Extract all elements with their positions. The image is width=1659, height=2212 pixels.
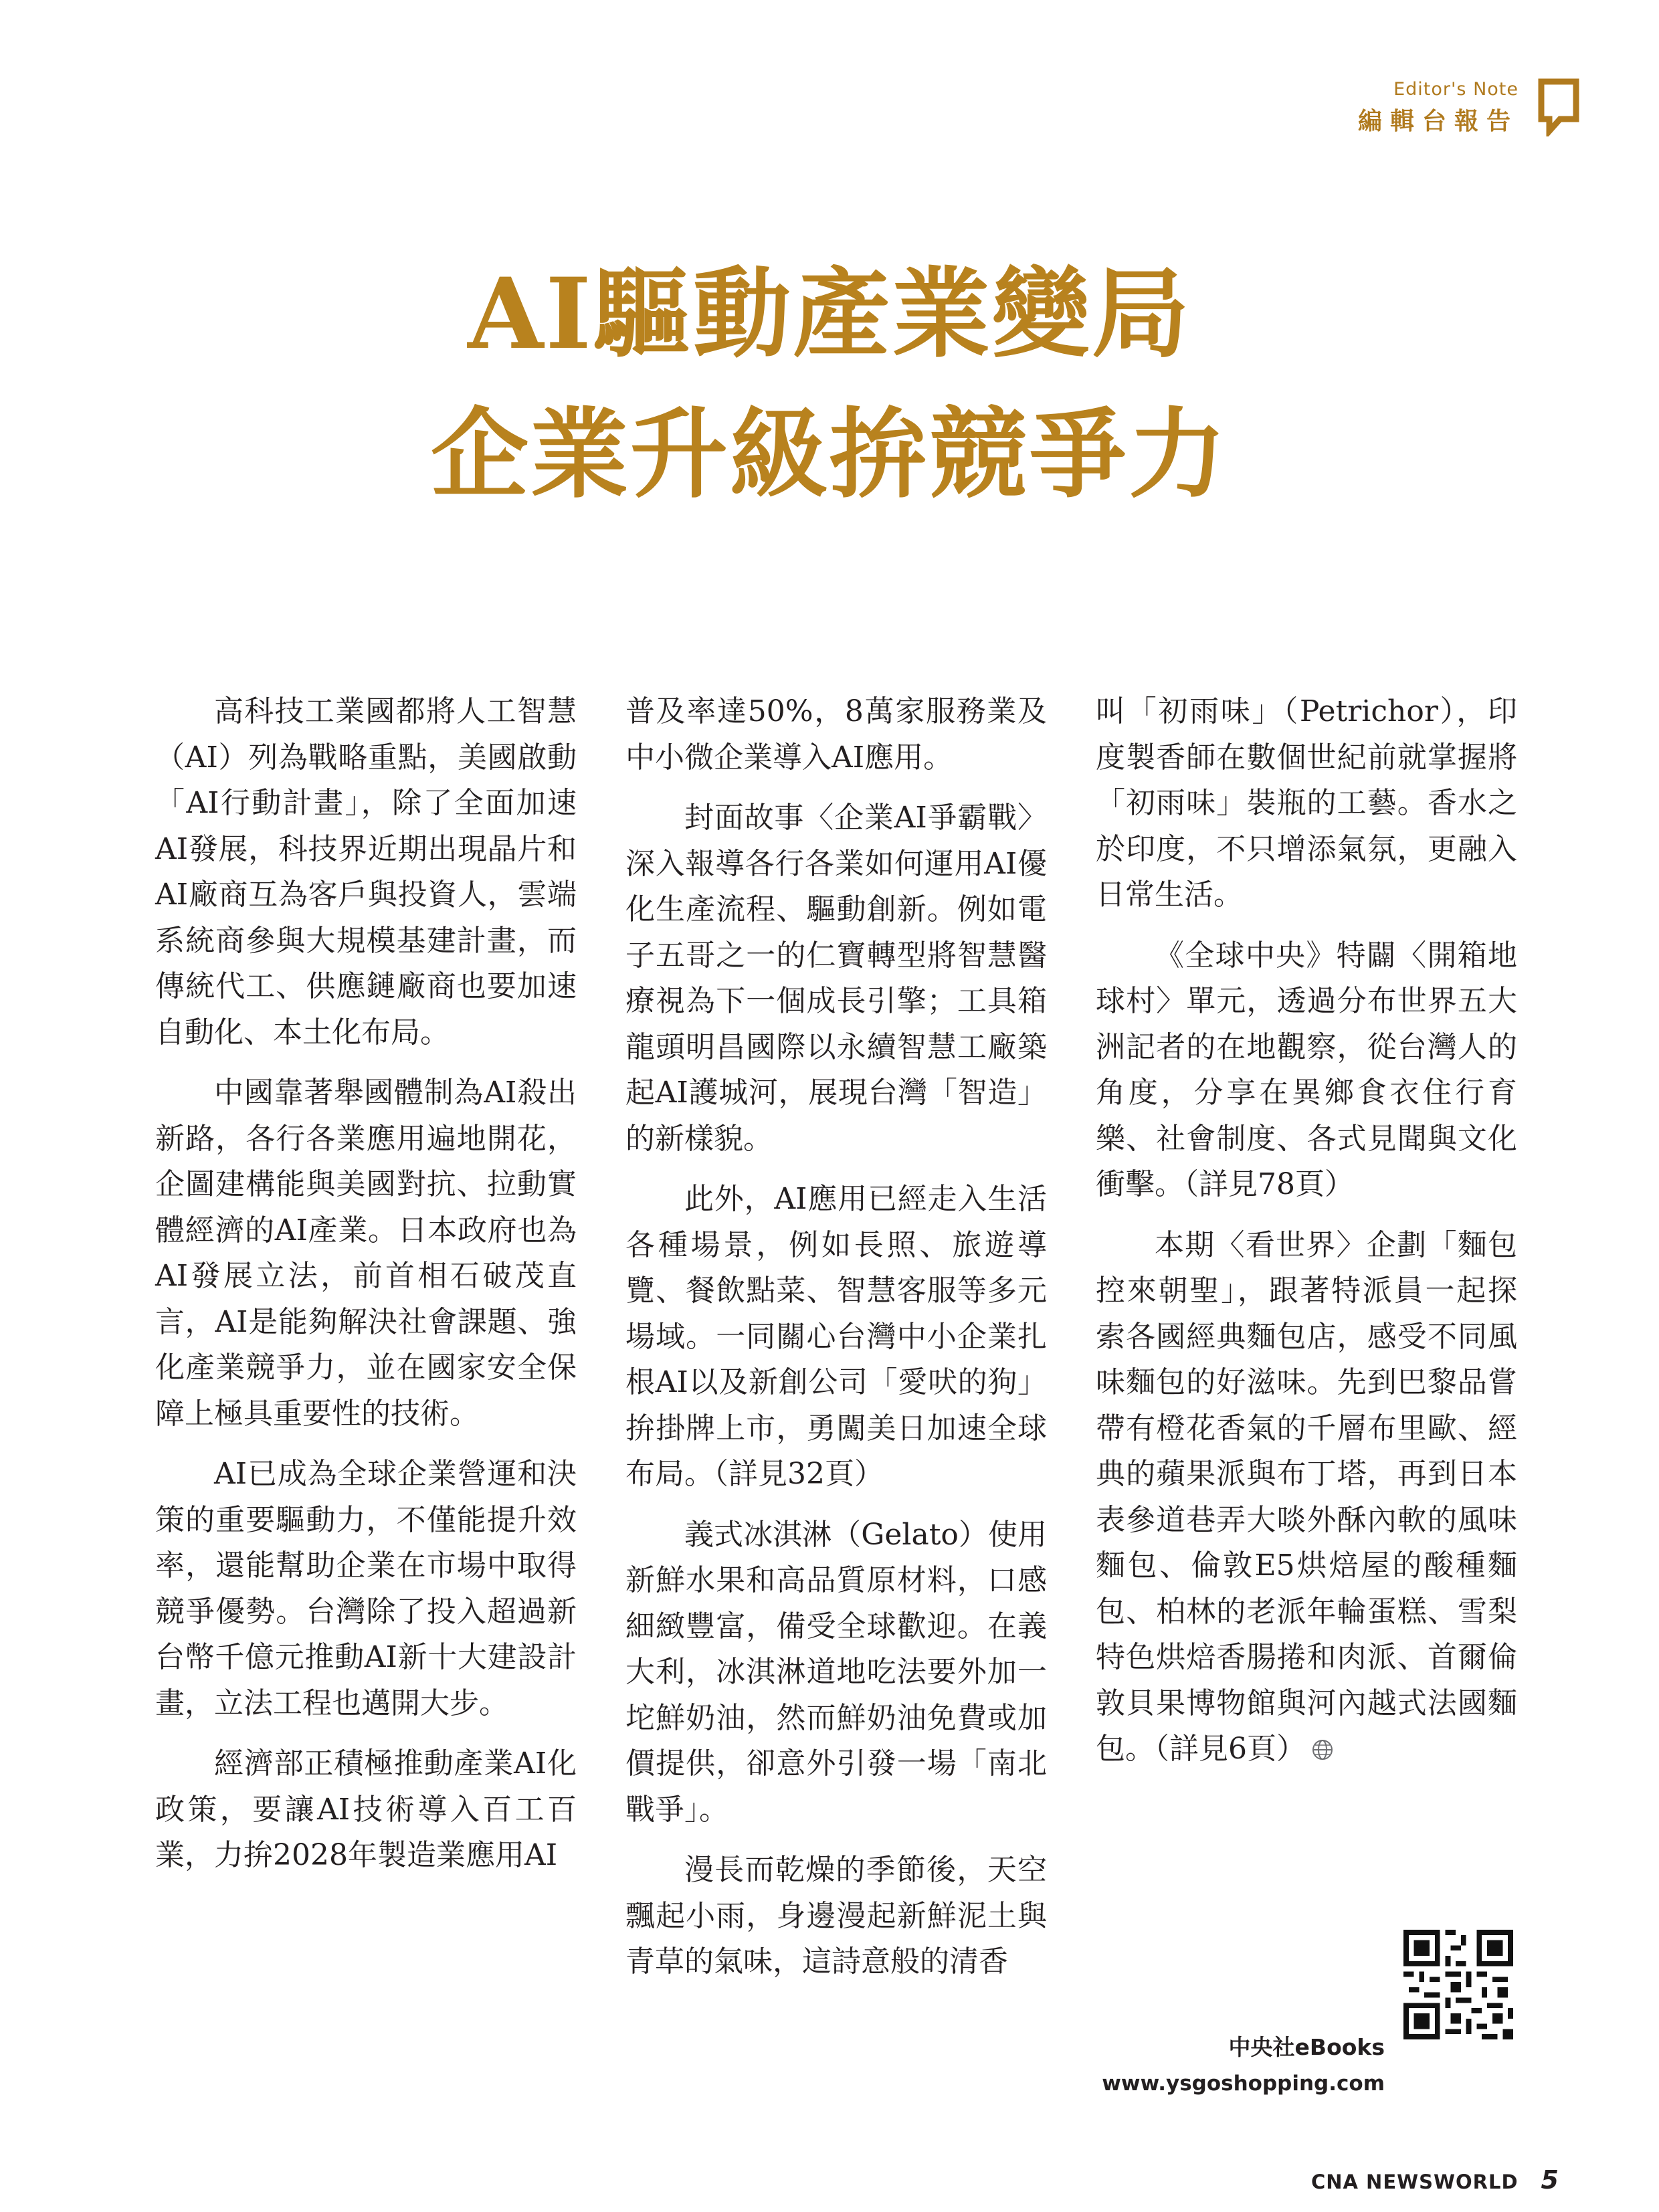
paragraph: 漫長而乾燥的季節後，天空飄起小雨，身邊漫起新鮮泥土與青草的氣味，這詩意般的清香	[625, 1853, 1047, 1979]
paragraph: 普及率達50%，8萬家服務業及中小微企業導入AI應用。	[625, 694, 1047, 775]
qr-code-icon[interactable]	[1403, 1930, 1513, 2039]
paragraph: 中國靠著舉國體制為AI殺出新路，各行各業應用遍地開花，企圖建構能與美國對抗、拉動實體經濟的AI產業。日本政府也為AI發展立法，前首相石破茂直言，AI是能夠解決社會課題、強化產業競爭力，並在國家安全保障上極具重要性的技術。	[155, 1076, 577, 1431]
text-column-3	[1096, 689, 1517, 1787]
promo-url[interactable]: www.ysgoshopping.com	[1102, 2072, 1385, 2096]
page-number: 5	[1541, 2165, 1559, 2195]
paragraph: 《全球中央》特闢〈開箱地球村〉單元，透過分布世界五大洲記者的在地觀察，從台灣人的角度，分享在異鄉食衣住行育樂、社會制度、各式見聞與文化衝擊。（詳見78頁）	[1096, 938, 1517, 1201]
paragraph: 叫「初雨味」（Petrichor），印度製香師在數個世紀前就掌握將「初雨味」裝瓶的工藝。香水之於印度，不只增添氣氛，更融入日常生活。	[1096, 694, 1517, 912]
article-title	[0, 244, 1659, 525]
text-column-1	[155, 689, 577, 1894]
paragraph: AI已成為全球企業營運和決策的重要驅動力，不僅能提升效率，還能幫助企業在市場中取得競爭優勢。台灣除了投入超過新台幣千億元推動AI新十大建設計畫，立法工程也邁開大步。	[155, 1457, 577, 1720]
title-line-2: 企業升級拚競爭力	[431, 397, 1228, 512]
ebook-promo	[1102, 2032, 1385, 2100]
text-column-2	[625, 689, 1047, 2000]
title-line-1: AI驅動產業變局	[468, 257, 1191, 371]
promo-name: 中央社eBooks	[1228, 2034, 1385, 2060]
section-label-en: Editor's Note	[1393, 79, 1519, 100]
speech-bubble-icon	[1537, 78, 1580, 136]
paragraph: 高科技工業國都將人工智慧（AI）列為戰略重點，美國啟動「AI行動計畫」，除了全面加速AI發展，科技界近期出現晶片和AI廠商互為客戶與投資人，雲端系統商參與大規模基建計畫，而傳統代工、供應鏈廠商也要加速自動化、本土化布局。	[155, 694, 577, 1049]
page-footer	[1311, 2165, 1559, 2195]
section-label-zh: 編輯台報告	[1357, 108, 1519, 135]
globe-end-icon	[1311, 1738, 1334, 1761]
paragraph: 經濟部正積極推動產業AI化政策，要讓AI技術導入百工百業，力拚2028年製造業應用AI	[155, 1746, 577, 1872]
paragraph: 此外，AI應用已經走入生活各種場景，例如長照、旅遊導覽、餐飲點菜、智慧客服等多元場域。一同關心台灣中小企業扎根AI以及新創公司「愛吠的狗」拚掛牌上市，勇闖美日加速全球布局。（詳見32頁）	[625, 1182, 1047, 1491]
paragraph	[1096, 1223, 1517, 1773]
magazine-name: CNA NEWSWORLD	[1310, 2171, 1519, 2193]
paragraph: 義式冰淇淋（Gelato）使用新鮮水果和高品質原材料，口感細緻豐富，備受全球歡迎。在義大利，冰淇淋道地吃法要外加一坨鮮奶油，然而鮮奶油免費或加價提供，卻意外引發一場「南北戰爭」。	[625, 1517, 1047, 1827]
paragraph: 封面故事〈企業AI爭霸戰〉深入報導各行各業如何運用AI優化生產流程、驅動創新。例如電子五哥之一的仁寶轉型將智慧醫療視為下一個成長引擎；工具箱龍頭明昌國際以永續智慧工廠築起AI護城河，展現台灣「智造」的新樣貌。	[625, 801, 1047, 1156]
paragraph-text: 本期〈看世界〉企劃「麵包控來朝聖」，跟著特派員一起探索各國經典麵包店，感受不同風味麵包的好滋味。先到巴黎品嘗帶有橙花香氣的千層布里歐、經典的蘋果派與布丁塔，再到日本表參道巷弄大啖外酥內軟的風味麵包、倫敦E5烘焙屋的酸種麵包、柏林的老派年輪蛋糕、雪梨特色烘焙香腸捲和肉派、首爾倫敦貝果博物館與河內越式法國麵包。（詳見6頁）	[1096, 1227, 1517, 1766]
section-header	[1358, 79, 1519, 136]
